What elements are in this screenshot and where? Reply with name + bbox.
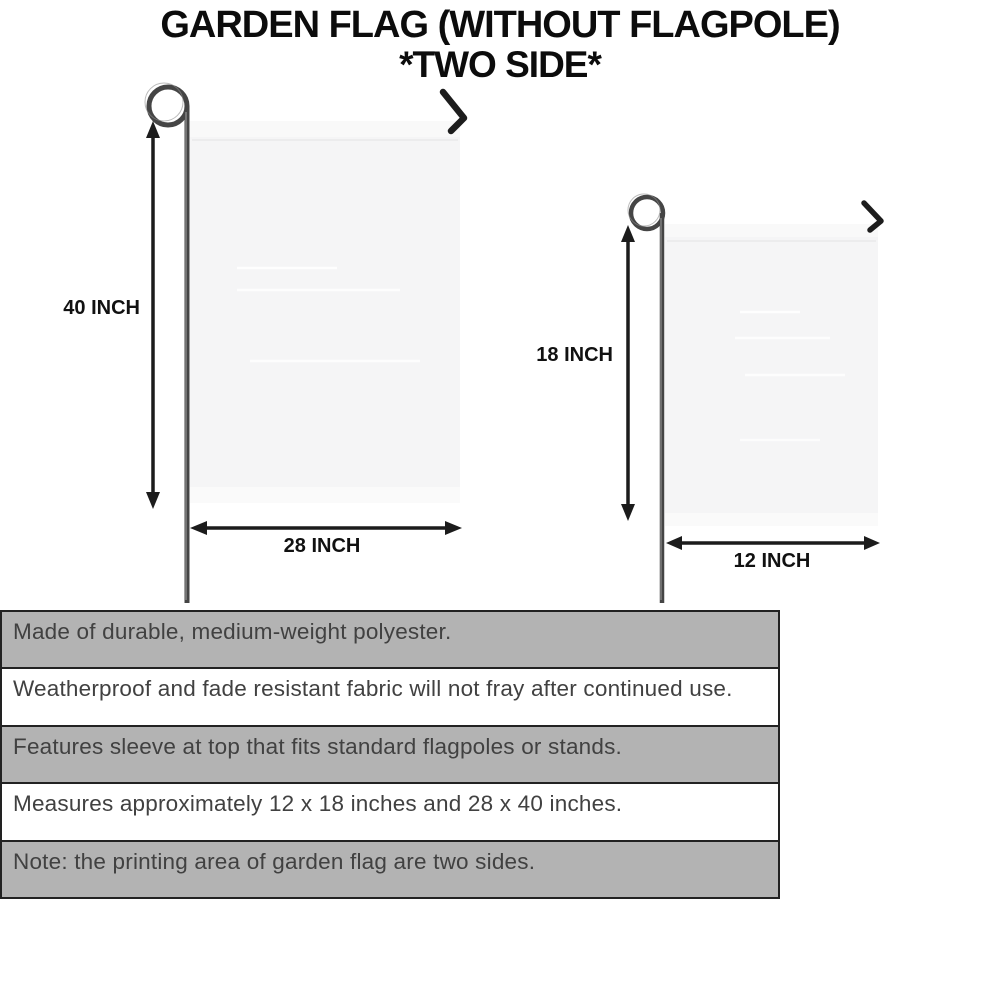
large-flag-group xyxy=(145,83,464,603)
small-flag-width-label: 12 INCH xyxy=(733,550,811,572)
large-flag-width-label: 28 INCH xyxy=(283,535,361,557)
note-row-sleeve: Features sleeve at top that fits standard flagpoles or stands. xyxy=(2,727,778,784)
small-height-arrow xyxy=(621,225,635,521)
title-line-1: GARDEN FLAG (WITHOUT FLAGPOLE) xyxy=(160,4,840,46)
notes-table xyxy=(0,610,780,899)
pole-loop xyxy=(149,87,187,125)
note-row-material: Made of durable, medium-weight polyester. xyxy=(2,612,778,669)
small-flag-group xyxy=(621,194,881,603)
large-flag-fabric xyxy=(190,121,460,503)
small-width-arrow xyxy=(666,536,880,550)
note-row-weatherproof: Weatherproof and fade resistant fabric will not fray after continued use. xyxy=(2,669,778,726)
large-height-arrow xyxy=(146,121,160,509)
small-flag-height-label: 18 INCH xyxy=(536,344,613,366)
large-flag-height-label: 40 INCH xyxy=(63,297,140,319)
note-row-measures: Measures approximately 12 x 18 inches and 28 x 40 inches. xyxy=(2,784,778,841)
large-width-arrow xyxy=(190,521,462,535)
note-row-printing: Note: the printing area of garden flag are two sides. xyxy=(2,842,778,897)
title-line-2: *TWO SIDE* xyxy=(399,43,601,85)
small-flagpole xyxy=(628,194,663,603)
